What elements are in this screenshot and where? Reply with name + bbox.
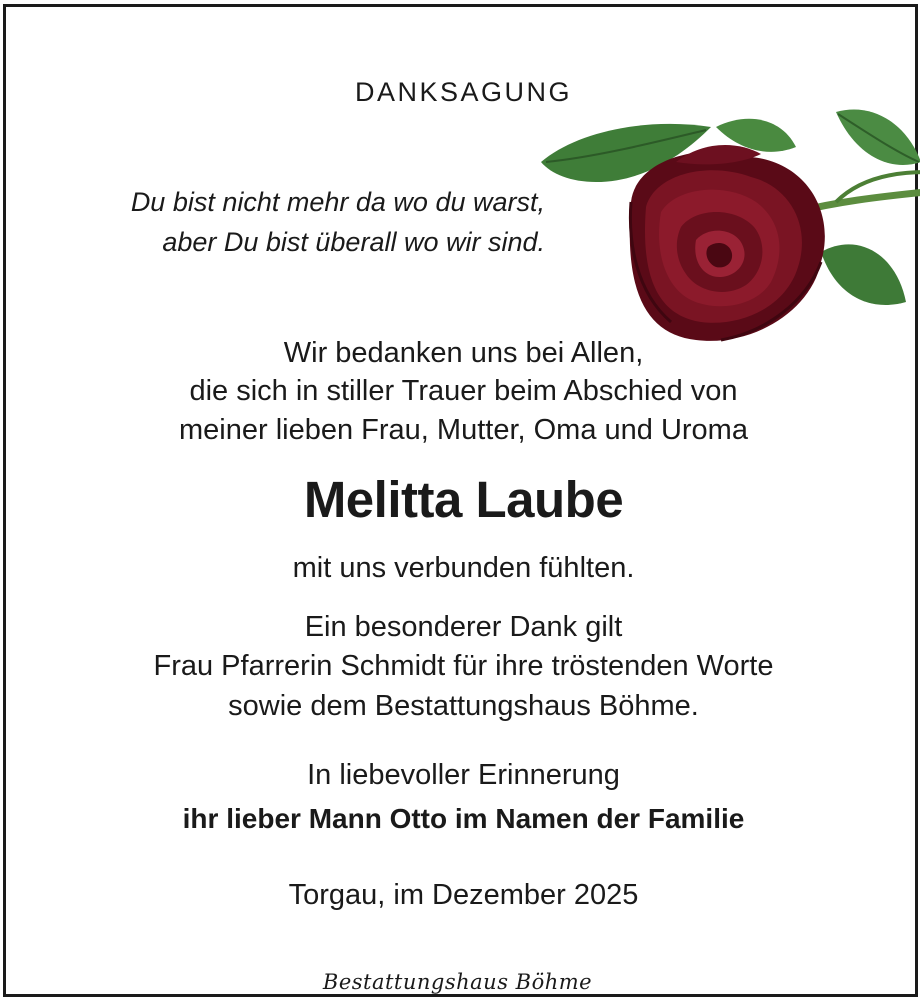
heading: DANKSAGUNG xyxy=(354,77,573,107)
verse-line-2: aber Du bist überall wo wir sind. xyxy=(162,227,545,257)
obituary-card xyxy=(3,4,918,997)
rose-image xyxy=(536,102,920,352)
place-date: Torgau, im Dezember 2025 xyxy=(288,879,639,911)
special-thanks-line-2: Frau Pfarrerin Schmidt für ihre tröstenden Worte xyxy=(153,650,774,682)
special-thanks-line-1: Ein besonderer Dank gilt xyxy=(304,611,623,643)
special-thanks-line-3: sowie dem Bestattungshaus Böhme. xyxy=(228,690,699,722)
signature-line: ihr lieber Mann Otto im Namen der Familie xyxy=(182,803,745,834)
deceased-name: Melitta Laube xyxy=(303,471,624,528)
thanks-line-1: Wir bedanken uns bei Allen, xyxy=(283,337,644,369)
rose-bloom xyxy=(630,145,825,341)
remembrance-line: In liebevoller Erinnerung xyxy=(307,759,620,791)
thanks-line-2: die sich in stiller Trauer beim Abschied von xyxy=(189,375,738,407)
connected-line: mit uns verbunden fühlten. xyxy=(292,552,635,584)
footer-brand xyxy=(0,970,915,994)
verse-line-1: Du bist nicht mehr da wo du warst, xyxy=(130,187,545,217)
thanks-line-3: meiner lieben Frau, Mutter, Oma und Uroma xyxy=(179,414,748,446)
rose-leaf-right-bottom xyxy=(821,244,906,305)
footer-brand-text: Bestattungshaus Böhme xyxy=(315,970,600,994)
